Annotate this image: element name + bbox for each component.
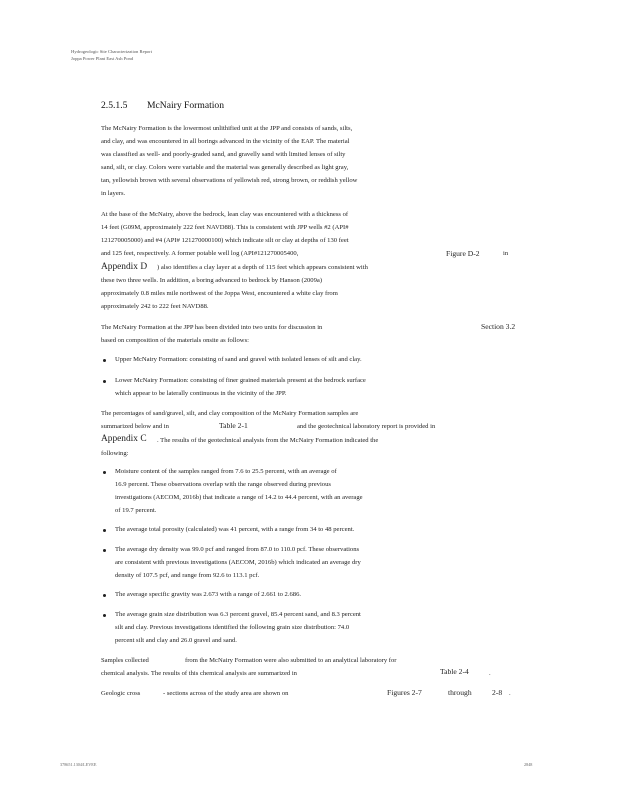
p3-line-2: based on composition of the materials onsite as follows:	[101, 337, 249, 344]
p5-part-b: from the McNairy Formation were also submitted to an analytical laboratory for	[185, 657, 397, 664]
p4-line-2a: summarized below and in	[101, 423, 169, 430]
p6-part-b: - sections across of the study area are shown on	[163, 690, 289, 697]
figure-2-7-link[interactable]: Figures 2-7	[387, 688, 422, 697]
result-density-line-1: The average dry density was 99.0 pcf and ranged from 87.0 to 110.0 pcf. These observations	[115, 546, 360, 553]
bullet-icon	[103, 594, 106, 597]
page-number: 2848	[524, 762, 533, 767]
section-number: 2.5.1.5	[101, 100, 128, 111]
figure-d2-link[interactable]: Figure D-2	[446, 249, 480, 258]
p1-line-4: sand, silt, or clay. Colors were variable and the material was generally described as light gray,	[101, 164, 349, 171]
result-density-line-2: are consistent with previous investigations (AECOM, 2016b) which indicated an average dry	[115, 559, 361, 566]
bullet-icon	[103, 359, 106, 362]
p5-period: .	[489, 670, 491, 677]
section-title: McNairy Formation	[147, 100, 225, 111]
p4-line-2b: and the geotechnical laboratory report is provided in	[297, 423, 436, 430]
unit-lower-line-2: which appear to be laterally continuous in the vicinity of the JPP.	[115, 390, 287, 397]
result-density-line-3: density of 107.5 pcf, and range from 92.6 to 113.1 pcf.	[115, 572, 260, 579]
p2-in-word: in	[503, 250, 509, 257]
p4-line-3: . The results of the geotechnical analysis from the McNairy Formation indicated the	[157, 437, 379, 444]
through-word: through	[448, 688, 472, 697]
result-grain-line-3: percent silt and clay and 26.0 gravel and sand.	[115, 637, 237, 644]
table-2-4-link[interactable]: Table 2-4	[440, 667, 469, 676]
p6-period: .	[509, 690, 511, 697]
unit-lower-line-1: Lower McNairy Formation: consisting of finer grained materials present at the bedrock surface	[115, 377, 366, 384]
result-specific-gravity: The average specific gravity was 2.673 with a range of 2.661 to 2.686.	[115, 591, 302, 598]
table-2-1-link[interactable]: Table 2-1	[219, 421, 248, 430]
p1-line-1: The McNairy Formation is the lowermost unlithified unit at the JPP and consists of sands, silts,	[101, 125, 353, 132]
appendix-d-link[interactable]: Appendix D	[101, 262, 148, 272]
p3-line-1: The McNairy Formation at the JPP has been divided into two units for discussion in	[101, 324, 323, 331]
bullet-icon	[103, 529, 106, 532]
p1-line-6: in layers.	[101, 190, 126, 197]
p2-line-6: these two three wells. In addition, a boring advanced to bedrock by Hanson (2009a)	[101, 277, 323, 284]
result-moisture-line-1: Moisture content of the samples ranged from 7.6 to 25.5 percent, with an average of	[115, 468, 337, 475]
p1-line-3: was classified as well- and poorly-graded sand, and gravelly sand with limited lenses of silty	[101, 151, 346, 158]
p6-part-a: Geologic cross	[101, 690, 141, 697]
appendix-c-link[interactable]: Appendix C	[101, 434, 147, 444]
bullet-icon	[103, 380, 106, 383]
p2-line-3: 121270005000) and #4 (API# 121270000100) which indicate silt or clay at depths of 130 feet	[101, 237, 349, 244]
unit-upper: Upper McNairy Formation: consisting of sand and gravel with isolated lenses of silt and clay.	[115, 356, 362, 363]
bullet-icon	[103, 549, 106, 552]
bullet-icon	[103, 614, 106, 617]
p2-line-8: approximately 242 to 222 feet NAVD88.	[101, 303, 209, 310]
p2-line-4: and 125 feet, respectively. A former potable well log (API#121270005400,	[101, 250, 299, 257]
section-3-2-link[interactable]: Section 3.2	[481, 322, 516, 331]
result-grain-line-2: silt and clay. Previous investigations identified the following grain size distribution: 74.0	[115, 624, 350, 631]
p5-part-a: Samples collected	[101, 657, 149, 664]
p4-line-4: following:	[101, 450, 129, 457]
p2-line-7: approximately 0.8 miles mile northwest of the Joppa West, encountered a white clay from	[101, 290, 338, 297]
p2-line-1: At the base of the McNairy, above the bedrock, lean clay was encountered with a thickness of	[101, 211, 349, 218]
result-grain-line-1: The average grain size distribution was 6.3 percent gravel, 85.4 percent sand, and 8.3 percent	[115, 611, 361, 618]
header-line-2: Joppa Power Plant East Ash Pond	[71, 56, 134, 61]
p1-line-2: and clay, and was encountered in all borings advanced in the vicinity of the EAP. The material	[101, 138, 350, 145]
p4-line-1: The percentages of sand/gravel, silt, and clay composition of the McNairy Formation samples are	[101, 410, 359, 417]
result-moisture-line-3: investigations (AECOM, 2016b) that indicate a range of 14.2 to 44.4 percent, with an average	[115, 494, 363, 501]
p1-line-5: tan, yellowish brown with several observations of yellowish red, strong brown, or reddish yellow	[101, 177, 358, 184]
p5-part-c: chemical analysis. The results of this chemical analysis are summarized in	[101, 670, 297, 677]
result-porosity: The average total porosity (calculated) was 41 percent, with a range from 34 to 48 percent.	[115, 526, 355, 533]
result-moisture-line-4: of 19.7 percent.	[115, 507, 157, 514]
header-line-1: Hydrogeologic Site Characterization Report	[71, 49, 153, 54]
running-header	[71, 48, 152, 62]
result-moisture-line-2: 16.9 percent. These observations overlap with the range observed during previous	[115, 481, 331, 488]
figure-2-8-link[interactable]: 2-8	[492, 688, 503, 697]
bullet-icon	[103, 471, 106, 474]
p2-line-5: ) also identifies a clay layer at a depth of 115 feet which appears consistent with	[157, 264, 368, 271]
footer-left: 378651.1304/LEVEE	[60, 762, 97, 767]
p2-line-2: 14 feet (G09M, approximately 222 feet NAVD88). This is consistent with JPP wells #2 (API#	[101, 224, 349, 231]
